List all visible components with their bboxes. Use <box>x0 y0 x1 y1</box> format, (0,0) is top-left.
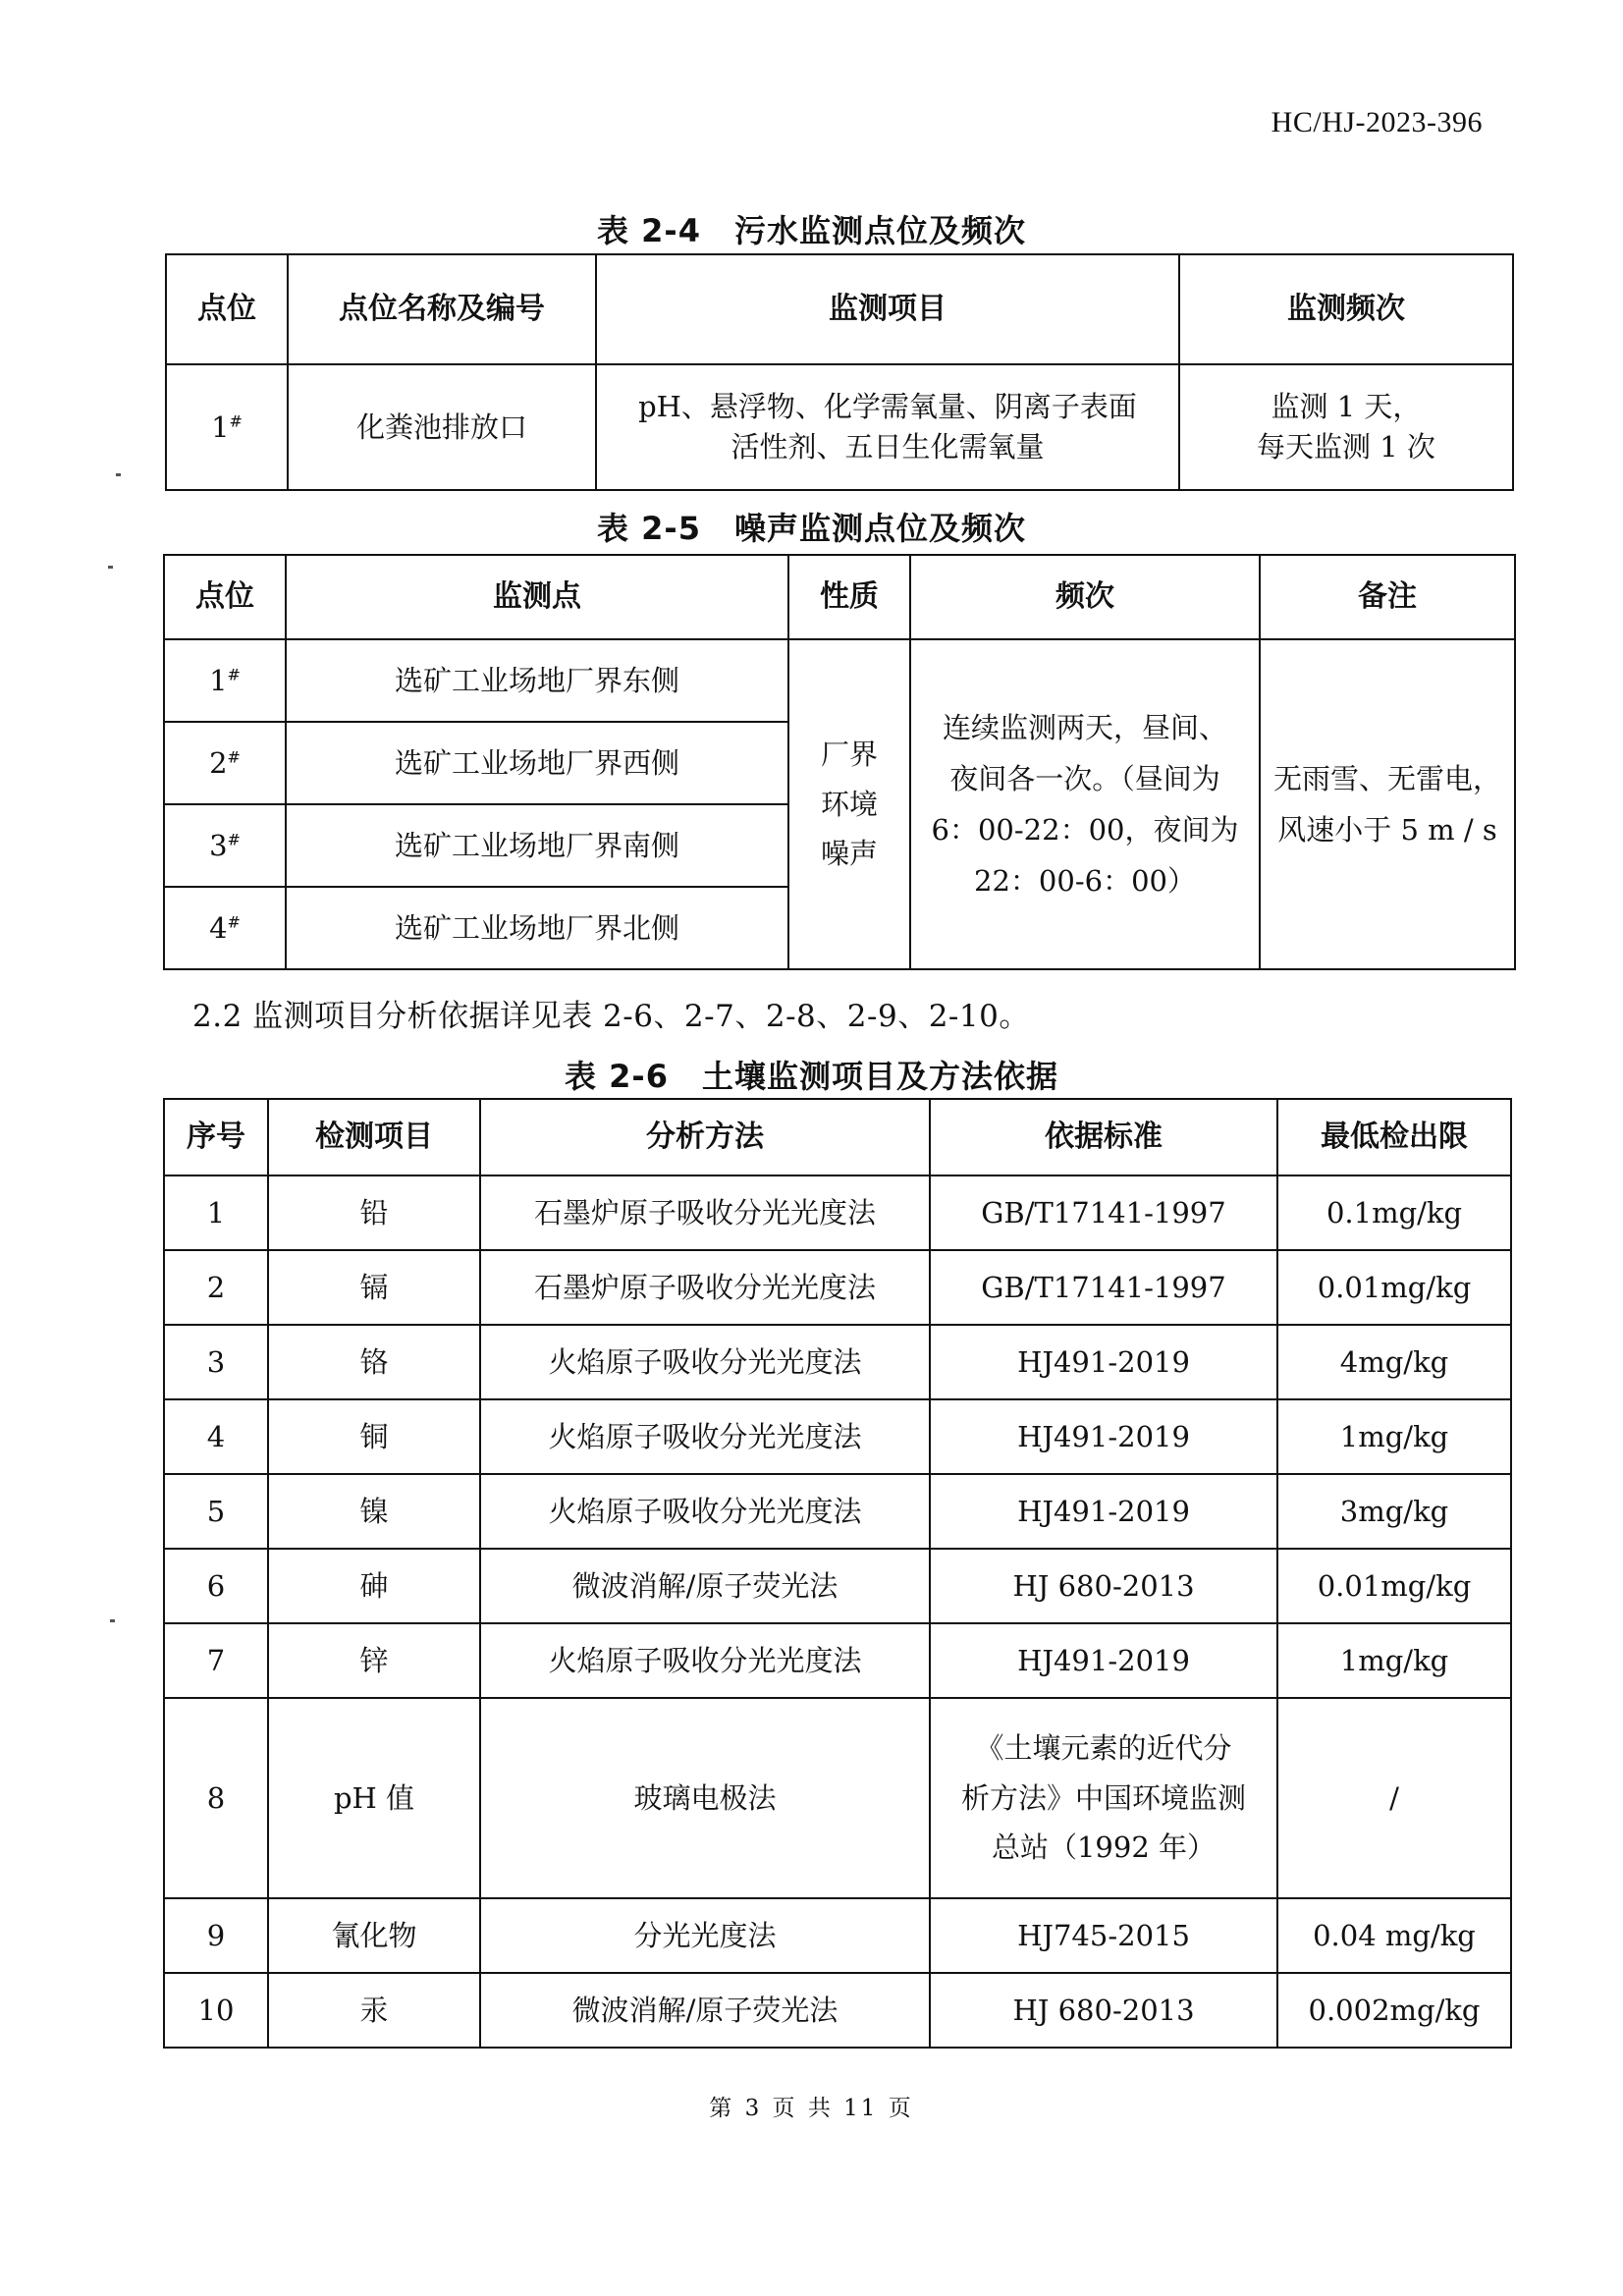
table-2-4-caption <box>0 206 1623 251</box>
cell-monitoring-items: pH、悬浮物、化学需氧量、阴离子表面 活性剂、五日生化需氧量 <box>596 364 1179 490</box>
cell-method: 微波消解/原子荧光法 <box>480 1973 930 2048</box>
header-remark: 备注 <box>1260 555 1515 639</box>
scan-mark <box>116 473 121 476</box>
header-point: 点位 <box>164 555 286 639</box>
cell-point-name: 化粪池排放口 <box>288 364 596 490</box>
cell-item: 砷 <box>268 1549 480 1623</box>
cell-remark: 无雨雪、无雷电， 风速小于 5 m / s <box>1260 639 1515 969</box>
cell-item: 铜 <box>268 1399 480 1474</box>
header-method: 分析方法 <box>480 1099 930 1175</box>
cell-point: 1# <box>166 364 288 490</box>
header-monitoring-items: 监测项目 <box>596 254 1179 364</box>
cell-standard: HJ491-2019 <box>930 1399 1277 1474</box>
report-number: HC/HJ-2023-396 <box>1271 106 1483 138</box>
cell-no: 5 <box>164 1474 268 1549</box>
cell-method: 微波消解/原子荧光法 <box>480 1549 930 1623</box>
header-frequency: 频次 <box>910 555 1260 639</box>
cell-item: 铬 <box>268 1325 480 1399</box>
cell-point: 1# <box>164 639 286 722</box>
cell-standard: 《土壤元素的近代分 析方法》中国环境监测 总站（1992 年） <box>930 1698 1277 1898</box>
table-header-row <box>164 1099 1511 1175</box>
cell-no: 10 <box>164 1973 268 2048</box>
cell-frequency: 监测 1 天， 每天监测 1 次 <box>1179 364 1513 490</box>
table-row <box>166 364 1513 490</box>
cell-point: 3# <box>164 804 286 887</box>
cell-no: 6 <box>164 1549 268 1623</box>
table-2-4-caption-title: 污水监测点位及频次 <box>733 212 1026 249</box>
cell-item: 镍 <box>268 1474 480 1549</box>
table-2-5-caption-number: 表 2-5 <box>597 510 701 547</box>
table-2-4 <box>165 253 1514 491</box>
cell-method: 玻璃电极法 <box>480 1698 930 1898</box>
table-2-6-caption-number: 表 2-6 <box>565 1058 669 1095</box>
cell-location: 选矿工业场地厂界北侧 <box>286 887 788 969</box>
scan-mark <box>110 1619 115 1622</box>
cell-method: 火焰原子吸收分光光度法 <box>480 1325 930 1399</box>
cell-limit: 0.01mg/kg <box>1277 1549 1511 1623</box>
header-nature: 性质 <box>788 555 910 639</box>
header-point: 点位 <box>166 254 288 364</box>
scan-mark <box>108 566 113 569</box>
table-2-6-caption-title: 土壤监测项目及方法依据 <box>701 1058 1058 1095</box>
table-row <box>164 1623 1511 1698</box>
cell-method: 火焰原子吸收分光光度法 <box>480 1474 930 1549</box>
cell-method: 火焰原子吸收分光光度法 <box>480 1623 930 1698</box>
table-row <box>164 1474 1511 1549</box>
cell-no: 7 <box>164 1623 268 1698</box>
cell-item: 汞 <box>268 1973 480 2048</box>
cell-no: 3 <box>164 1325 268 1399</box>
cell-no: 1 <box>164 1175 268 1250</box>
cell-limit: 1mg/kg <box>1277 1623 1511 1698</box>
cell-nature: 厂界 环境 噪声 <box>788 639 910 969</box>
cell-item: 氰化物 <box>268 1898 480 1973</box>
cell-no: 9 <box>164 1898 268 1973</box>
cell-location: 选矿工业场地厂界南侧 <box>286 804 788 887</box>
cell-method: 分光光度法 <box>480 1898 930 1973</box>
cell-standard: HJ491-2019 <box>930 1325 1277 1399</box>
cell-no: 4 <box>164 1399 268 1474</box>
cell-standard: HJ 680-2013 <box>930 1973 1277 2048</box>
cell-standard: GB/T17141-1997 <box>930 1175 1277 1250</box>
cell-location: 选矿工业场地厂界东侧 <box>286 639 788 722</box>
cell-limit: 3mg/kg <box>1277 1474 1511 1549</box>
table-2-6 <box>163 1098 1512 2049</box>
table-row <box>164 1250 1511 1325</box>
cell-item: 铅 <box>268 1175 480 1250</box>
cell-point: 4# <box>164 887 286 969</box>
table-header-row <box>166 254 1513 364</box>
table-row <box>164 639 1515 722</box>
cell-item: pH 值 <box>268 1698 480 1898</box>
header-frequency: 监测频次 <box>1179 254 1513 364</box>
table-2-6-caption <box>0 1052 1623 1097</box>
table-header-row <box>164 555 1515 639</box>
table-2-4-caption-number: 表 2-4 <box>597 212 701 249</box>
table-row <box>164 1325 1511 1399</box>
cell-limit: 0.002mg/kg <box>1277 1973 1511 2048</box>
table-row <box>164 1898 1511 1973</box>
cell-limit: 0.1mg/kg <box>1277 1175 1511 1250</box>
cell-limit: 0.04 mg/kg <box>1277 1898 1511 1973</box>
cell-method: 石墨炉原子吸收分光光度法 <box>480 1175 930 1250</box>
cell-method: 石墨炉原子吸收分光光度法 <box>480 1250 930 1325</box>
cell-standard: HJ745-2015 <box>930 1898 1277 1973</box>
cell-frequency: 连续监测两天，昼间、 夜间各一次。（昼间为 6：00-22：00，夜间为 22：00-6：00） <box>910 639 1260 969</box>
cell-item: 锌 <box>268 1623 480 1698</box>
cell-standard: GB/T17141-1997 <box>930 1250 1277 1325</box>
header-detection-limit: 最低检出限 <box>1277 1099 1511 1175</box>
table-2-5-caption <box>0 504 1623 549</box>
header-item: 检测项目 <box>268 1099 480 1175</box>
cell-point: 2# <box>164 722 286 804</box>
cell-standard: HJ491-2019 <box>930 1623 1277 1698</box>
header-location: 监测点 <box>286 555 788 639</box>
cell-no: 2 <box>164 1250 268 1325</box>
table-row <box>164 1399 1511 1474</box>
cell-no: 8 <box>164 1698 268 1898</box>
header-no: 序号 <box>164 1099 268 1175</box>
page-footer: 第 3 页 共 11 页 <box>709 2096 914 2121</box>
cell-standard: HJ491-2019 <box>930 1474 1277 1549</box>
cell-limit: 0.01mg/kg <box>1277 1250 1511 1325</box>
cell-limit: 4mg/kg <box>1277 1325 1511 1399</box>
table-2-5-caption-title: 噪声监测点位及频次 <box>733 510 1026 547</box>
table-2-5 <box>163 554 1516 970</box>
table-row <box>164 1175 1511 1250</box>
table-row <box>164 1698 1511 1898</box>
table-row <box>164 1549 1511 1623</box>
cell-item: 镉 <box>268 1250 480 1325</box>
cell-standard: HJ 680-2013 <box>930 1549 1277 1623</box>
cell-limit: 1mg/kg <box>1277 1399 1511 1474</box>
header-point-name: 点位名称及编号 <box>288 254 596 364</box>
table-row <box>164 1973 1511 2048</box>
cell-method: 火焰原子吸收分光光度法 <box>480 1399 930 1474</box>
cell-limit: / <box>1277 1698 1511 1898</box>
section-2-2-text: 2.2 监测项目分析依据详见表 2-6、2-7、2-8、2-9、2-10。 <box>192 999 1030 1034</box>
header-standard: 依据标准 <box>930 1099 1277 1175</box>
cell-location: 选矿工业场地厂界西侧 <box>286 722 788 804</box>
